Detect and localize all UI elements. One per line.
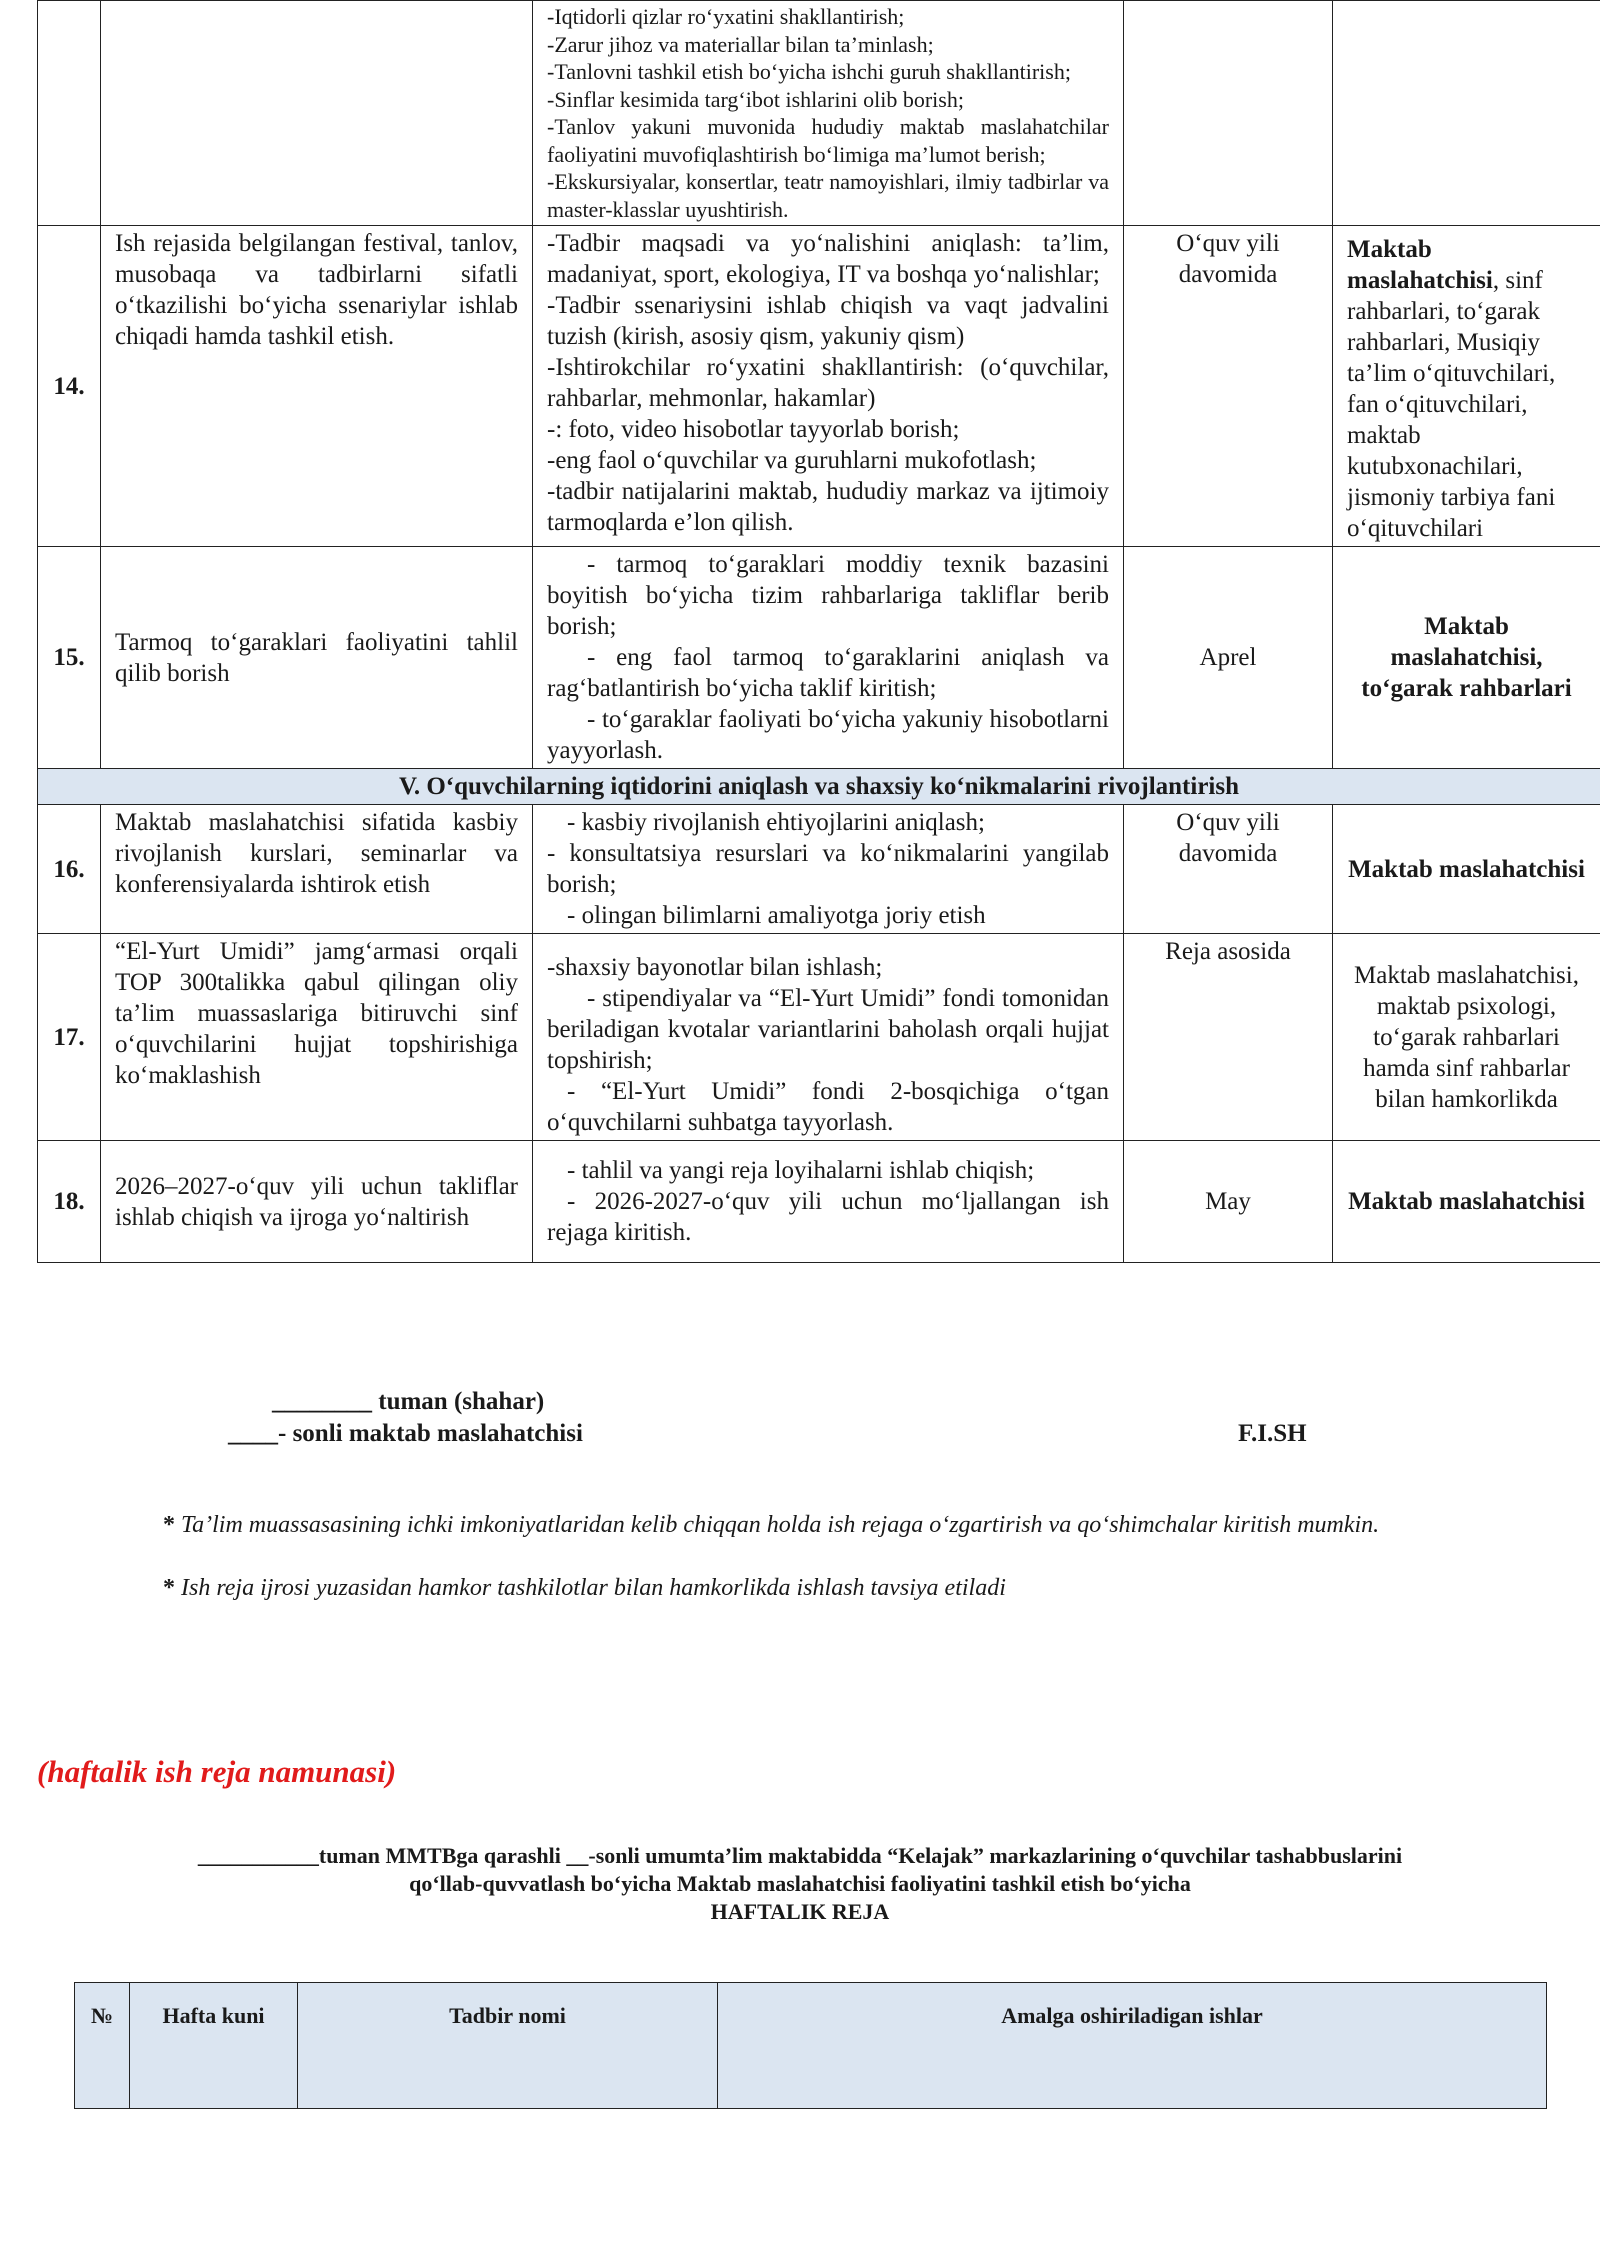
heading-line-1: ___________tuman MMTBga qarashli __-sonli umumta’lim maktabidda “Kelajak” markazlarining o‘quvchilar tashabbuslarini [197, 1843, 1403, 1868]
row-number [38, 1, 101, 226]
event-name: Maktab maslahatchisi sifatida kasbiy rivojlanish kurslari, seminarlar va konferensiyalarda ishtirok etish [101, 805, 533, 934]
event-name: “El-Yurt Umidi” jamg‘armasi orqali TOP 300talikka qabul qilingan oliy ta’lim muassaslariga bitiruvchi sinf o‘quvchilarini hujjat topshirishiga ko‘maklashish [101, 934, 533, 1141]
table-row [38, 547, 1600, 769]
event-works [533, 934, 1124, 1141]
column-header-works: Amalga oshiriladigan ishlar [718, 1983, 1547, 2109]
event-name: Ish rejasida belgilangan festival, tanlov, musobaqa va tadbirlarni sifatli o‘tkazilishi bo‘yicha ssenariylar ishlab chiqadi hamda tashkil etish. [101, 226, 533, 547]
note-item [163, 1512, 1379, 1539]
signature-school: ____- sonli maktab maslahatchisi [228, 1420, 583, 1447]
responsible-main: Maktab maslahatchisi [1347, 236, 1493, 294]
row-number: 16. [38, 805, 101, 934]
work-item: -Tanlovni tashkil etish bo‘yicha ishchi guruh shakllantirish; [547, 59, 1071, 84]
sample-title: (haftalik ish reja namunasi) [37, 1754, 397, 1789]
work-item: - “El-Yurt Umidi” fondi 2-bosqichiga o‘tgan o‘quvchilarni suhbatga tayyorlash. [547, 1078, 1109, 1136]
work-item: - eng faol tarmoq to‘garaklarini aniqlash va rag‘batlantirish bo‘yicha taklif kiritish; [547, 644, 1109, 702]
work-item: -Tadbir maqsadi va yo‘nalishini aniqlash: ta’lim, madaniyat, sport, ekologiya, IT va boshqa yo‘nalishlar; [547, 230, 1109, 288]
row-number: 18. [38, 1141, 101, 1263]
work-item: - olingan bilimlarni amaliyotga joriy etish [567, 902, 986, 929]
work-item: - kasbiy rivojlanish ehtiyojlarini aniqlash; [567, 809, 985, 836]
work-item: -Zarur jihoz va materiallar bilan ta’minlash; [547, 31, 934, 57]
work-item: - 2026-2027-o‘quv yili uchun mo‘ljallangan ish rejaga kiritish. [547, 1188, 1109, 1246]
table-row [38, 1141, 1600, 1263]
event-time: Aprel [1124, 547, 1333, 769]
event-works [533, 1141, 1124, 1263]
responsible-others: , sinf rahbarlari, to‘garak rahbarlari, Musiqiy ta’lim o‘qituvchilari, fan o‘qituvchilari, maktab kutubxonachilari, jismoniy tarbiya fani o‘qituvchilari [1347, 267, 1556, 542]
event-responsible [1333, 1, 1600, 226]
column-header-number: № [75, 1983, 130, 2109]
work-item: -shaxsiy bayonotlar bilan ishlash; [547, 954, 883, 981]
work-item: - tahlil va yangi reja loyihalarni ishlab chiqish; [567, 1157, 1035, 1184]
event-works [533, 226, 1124, 547]
row-number: 14. [38, 226, 101, 547]
note-text: Ta’lim muassasasining ichki imkoniyatlaridan kelib chiqqan holda ish rejaga o‘zgartirish va qo‘shimchalar kiritish mumkin. [181, 1512, 1380, 1538]
work-item: -Ishtirokchilar ro‘yxatini shakllantirish: (o‘quvchilar, rahbarlar, mehmonlar, hakamlar) [547, 354, 1109, 412]
event-responsible: Maktab maslahatchisi, to‘garak rahbarlari [1333, 547, 1600, 769]
work-item: -Ekskursiyalar, konsertlar, teatr namoyishlari, ilmiy tadbirlar va master-klasslar uyushtirish. [547, 169, 1109, 222]
note-text: Ish reja ijrosi yuzasidan hamkor tashkilotlar bilan hamkorlikda ishlash tavsiya etiladi [181, 1575, 1006, 1601]
event-works [533, 805, 1124, 934]
event-time: O‘quv yili davomida [1124, 226, 1333, 547]
event-name [101, 1, 533, 226]
work-item: -Tadbir ssenariysini ishlab chiqish va vaqt jadvalini tuzish (kirish, asosiy qism, yakuniy qism) [547, 292, 1109, 350]
work-item: - tarmoq to‘garaklari moddiy texnik bazasini boyitish bo‘yicha tizim rahbarlariga takliflar berib borish; [547, 551, 1109, 640]
event-name: Tarmoq to‘garaklari faoliyatini tahlil qilib borish [101, 547, 533, 769]
table-row [38, 934, 1600, 1141]
event-time: O‘quv yili davomida [1124, 805, 1333, 934]
event-time: Reja asosida [1124, 934, 1333, 1141]
event-time: May [1124, 1141, 1333, 1263]
note-item [163, 1575, 1006, 1602]
heading-line-2: qo‘llab-quvvatlash bo‘yicha Maktab maslahatchisi faoliyatini tashkil etish bo‘yicha [409, 1871, 1191, 1896]
work-item: - to‘garaklar faoliyati bo‘yicha yakuniy hisobotlarni yayyorlash. [547, 706, 1109, 764]
event-responsible: Maktab maslahatchisi [1333, 1141, 1600, 1263]
work-item: -Iqtidorli qizlar ro‘yxatini shakllantirish; [547, 4, 905, 29]
table-row [38, 226, 1600, 547]
event-name: 2026–2027-o‘quv yili uchun takliflar ishlab chiqish va ijroga yo‘naltirish [101, 1141, 533, 1263]
work-item: -Sinflar kesimida targ‘ibot ishlarini olib borish; [547, 86, 964, 112]
work-item: -: foto, video hisobotlar tayyorlab borish; [547, 416, 960, 443]
event-responsible: Maktab maslahatchisi [1333, 805, 1600, 934]
table-row [38, 1, 1600, 226]
event-responsible [1333, 226, 1600, 547]
event-responsible: Maktab maslahatchisi, maktab psixologi, to‘garak rahbarlari hamda sinf rahbarlar bilan hamkorlikda [1333, 934, 1600, 1141]
column-header-weekday: Hafta kuni [130, 1983, 298, 2109]
note-marker: * [163, 1512, 175, 1538]
note-marker: * [163, 1575, 175, 1601]
weekly-plan-table [74, 1982, 1547, 2109]
event-time [1124, 1, 1333, 226]
work-plan-table [37, 0, 1600, 1263]
table-row [38, 805, 1600, 934]
section-title: V. O‘quvchilarning iqtidorini aniqlash va shaxsiy ko‘nikmalarini rivojlantirish [38, 769, 1600, 805]
work-item: -tadbir natijalarini maktab, hududiy markaz va ijtimoiy tarmoqlarda e’lon qilish. [547, 478, 1109, 536]
event-works [533, 1, 1124, 226]
column-header-event: Tadbir nomi [298, 1983, 718, 2109]
work-item: - stipendiyalar va “El-Yurt Umidi” fondi tomonidan beriladigan kvotalar variantlarini baholash orqali hujjat topshirish; [547, 985, 1109, 1074]
heading-line-3: HAFTALIK REJA [710, 1899, 890, 1924]
work-item: - konsultatsiya resurslari va ko‘nikmalarini yangilab borish; [547, 840, 1109, 898]
event-works [533, 547, 1124, 769]
signature-fish: F.I.SH [1238, 1420, 1307, 1447]
work-item: -eng faol o‘quvchilar va guruhlarni mukofotlash; [547, 447, 1037, 474]
signature-district: ________ tuman (shahar) [272, 1388, 545, 1415]
row-number: 15. [38, 547, 101, 769]
table-header-row [75, 1983, 1547, 2109]
work-item: -Tanlov yakuni muvonida hududiy maktab maslahatchilar faoliyatini muvofiqlashtirish bo‘limiga ma’lumot berish; [547, 114, 1109, 167]
row-number: 17. [38, 934, 101, 1141]
section-row [38, 769, 1600, 805]
